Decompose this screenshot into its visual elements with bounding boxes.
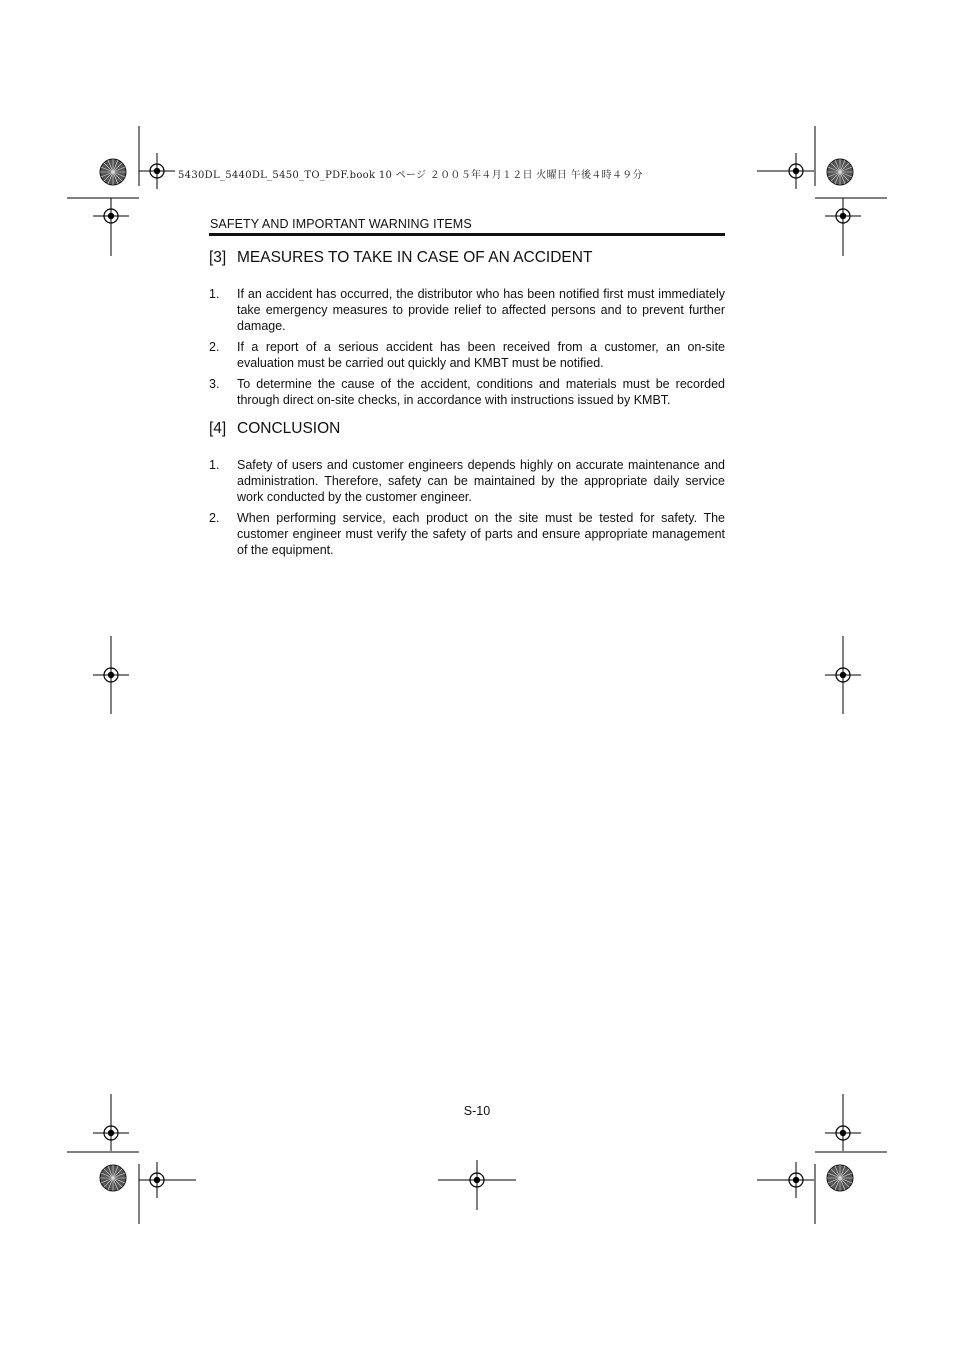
list-item-number: 1. — [209, 458, 220, 472]
list-item — [209, 457, 725, 505]
list-item-text: If a report of a serious accident has been received from a customer, an on-site evaluation must be carried out quickly and KMBT must be notified. — [237, 340, 725, 370]
list-item-text: When performing service, each product on the site must be tested for safety. The customer engineer must verify the safety of parts and ensure appropriate management of the equipment. — [237, 511, 725, 557]
file-header: 5430DL_5440DL_5450_TO_PDF.book 10 ページ ２００５年４月１２日 火曜日 午後４時４９分 — [178, 170, 643, 181]
list-item-text: To determine the cause of the accident, conditions and materials must be recorded through direct on-site checks, in accordance with instructions issued by KMBT. — [237, 377, 725, 407]
list-item-number: 3. — [209, 377, 220, 391]
list-item-number: 2. — [209, 511, 220, 525]
list-item — [209, 376, 725, 408]
section-3 — [209, 249, 725, 413]
header-rule — [209, 233, 725, 236]
section-list — [209, 286, 725, 408]
list-item-text: Safety of users and customer engineers depends highly on accurate maintenance and administration. Therefore, safety can be maintained by the appropriate daily service work conducted by the customer engineer. — [237, 458, 725, 504]
section-title: MEASURES TO TAKE IN CASE OF AN ACCIDENT — [237, 249, 593, 266]
list-item-number: 2. — [209, 340, 220, 354]
section-number: [4] — [209, 420, 227, 437]
section-heading — [209, 249, 725, 267]
section-4 — [209, 420, 725, 563]
list-item — [209, 510, 725, 558]
list-item-text: If an accident has occurred, the distributor who has been notified first must immediately take emergency measures to provide relief to affected persons and to prevent further damage. — [237, 287, 725, 333]
running-head: SAFETY AND IMPORTANT WARNING ITEMS — [210, 217, 472, 231]
section-title: CONCLUSION — [237, 420, 341, 437]
list-item — [209, 286, 725, 334]
section-heading — [209, 420, 725, 438]
section-number: [3] — [209, 249, 227, 266]
section-list — [209, 457, 725, 558]
page-number: S-10 — [463, 1104, 491, 1118]
list-item — [209, 339, 725, 371]
list-item-number: 1. — [209, 287, 220, 301]
